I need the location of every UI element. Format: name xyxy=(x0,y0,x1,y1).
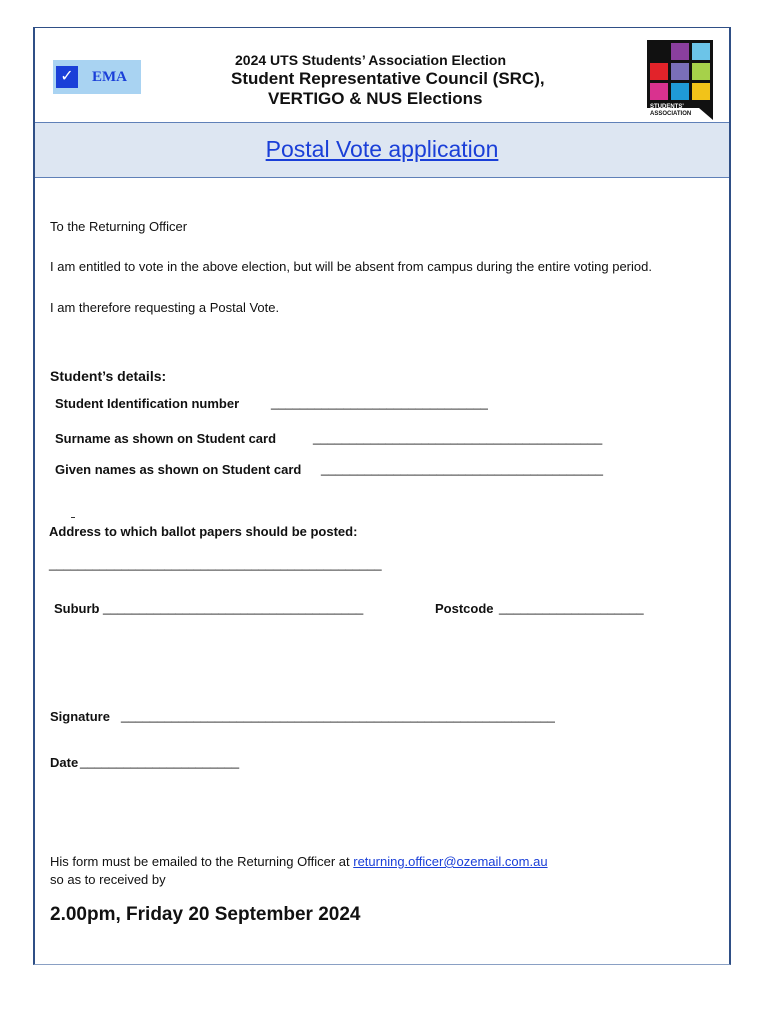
signature-label: Signature xyxy=(50,709,110,724)
addressee-text: To the Returning Officer xyxy=(50,219,188,234)
form-header xyxy=(35,28,729,122)
logo-speech-tail xyxy=(699,108,713,120)
suburb-label: Suburb xyxy=(54,601,100,616)
surname-field[interactable]: ________________________________________ xyxy=(313,430,603,445)
logo-tile xyxy=(692,63,710,80)
address-line-field[interactable]: ______________________________________________ xyxy=(49,556,382,571)
checkmark-icon: ✓ xyxy=(56,66,78,88)
date-field[interactable]: ______________________ xyxy=(80,754,240,769)
date-label: Date xyxy=(50,755,79,770)
form-page xyxy=(33,27,731,965)
returning-officer-email-link[interactable]: returning.officer@ozemail.com.au xyxy=(353,854,548,869)
logo-tile xyxy=(692,43,710,60)
logo-tile xyxy=(650,83,668,100)
ema-logo-text: EMA xyxy=(92,68,127,85)
postcode-label: Postcode xyxy=(435,601,494,616)
logo-tile xyxy=(650,63,668,80)
title-band xyxy=(35,122,729,178)
form-title: Postal Vote application xyxy=(265,136,499,162)
surname-label: Surname as shown on Student card xyxy=(55,431,277,446)
given-names-label: Given names as shown on Student card xyxy=(55,462,302,477)
logo-tile xyxy=(671,83,689,100)
submission-instruction-continued: so as to received by xyxy=(50,872,166,887)
logo-tiles xyxy=(650,43,710,100)
deadline-text: 2.00pm, Friday 20 September 2024 xyxy=(50,904,361,925)
signature-field[interactable]: ____________________________________________________________ xyxy=(121,708,555,723)
logo-text-students: STUDENTS' xyxy=(650,104,684,110)
postcode-field[interactable]: ____________________ xyxy=(499,600,644,615)
request-text: I am therefore requesting a Postal Vote. xyxy=(50,300,280,315)
suburb-field[interactable]: ____________________________________ xyxy=(103,600,364,615)
student-id-label: Student Identification number xyxy=(55,396,240,411)
logo-text-association: ASSOCIATION xyxy=(650,111,692,117)
submission-instruction xyxy=(50,854,548,869)
logo-tile xyxy=(671,43,689,60)
ema-logo xyxy=(53,60,141,94)
students-association-logo xyxy=(647,40,717,120)
stray-mark xyxy=(71,517,75,518)
instruction-text: His form must be emailed to the Returning Officer at xyxy=(50,854,350,869)
logo-tile xyxy=(650,43,668,60)
student-details-heading: Student’s details: xyxy=(50,368,167,384)
entitlement-statement: I am entitled to vote in the above election, but will be absent from campus during the entire voting period. xyxy=(50,259,652,274)
election-other-title: VERTIGO & NUS Elections xyxy=(268,89,483,108)
election-council-title: Student Representative Council (SRC), xyxy=(231,69,545,88)
logo-tile xyxy=(671,63,689,80)
given-names-field[interactable]: _______________________________________ xyxy=(321,461,603,476)
student-id-field[interactable]: ______________________________ xyxy=(271,395,488,410)
logo-tile xyxy=(692,83,710,100)
address-heading: Address to which ballot papers should be posted: xyxy=(49,524,358,539)
election-year-title: 2024 UTS Students’ Association Election xyxy=(235,52,506,68)
